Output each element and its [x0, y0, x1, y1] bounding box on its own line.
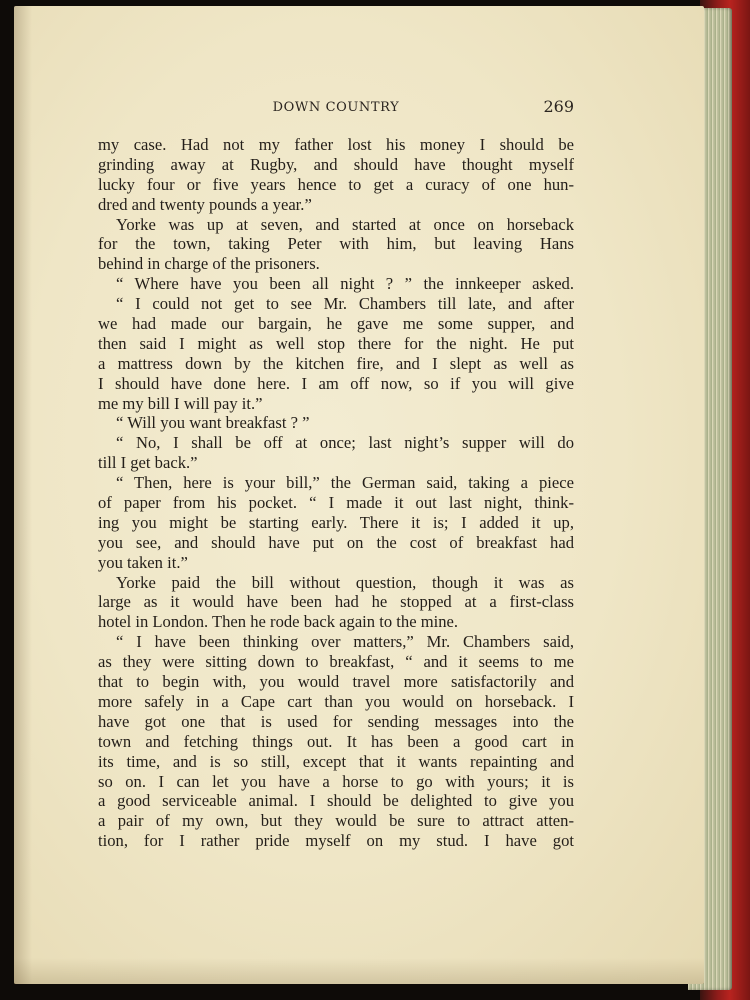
text-line: “ I have been thinking over matters,” Mr. Chambers said, [116, 632, 574, 652]
text-line: have got one that is used for sending messages into the [98, 711, 574, 731]
text-line: lucky four or five years hence to get a curacy of one hun- [98, 174, 574, 194]
text-line: of paper from his pocket. “ I made it out last night, think- [98, 493, 574, 513]
text-line: my case. Had not my father lost his money I should be [98, 135, 574, 154]
text-line: its time, and is so still, except that it wants repainting and [98, 751, 574, 771]
text-line: you see, and should have put on the cost of breakfast had [98, 532, 574, 552]
text-line: Yorke paid the bill without question, though it was as [116, 572, 574, 592]
text-line: “ Where have you been all night ? ” the innkeeper asked. [116, 274, 574, 294]
text-line: so on. I can let you have a horse to go with yours; it is [98, 771, 574, 791]
text-line: a pair of my own, but they would be sure to attract atten- [98, 811, 574, 831]
text-line: tion, for I rather pride myself on my stud. I have got [98, 831, 574, 851]
text-line: then said I might as well stop there for the night. He put [98, 333, 574, 353]
text-line: Yorke was up at seven, and started at once on horseback [116, 214, 574, 234]
text-line: “ Will you want breakfast ? ” [116, 413, 310, 433]
text-line: as they were sitting down to breakfast, “ and it seems to me [98, 652, 574, 672]
body-text [98, 135, 574, 851]
page-header [98, 97, 574, 119]
text-line: “ I could not get to see Mr. Chambers till late, and after [116, 294, 574, 314]
text-line: a mattress down by the kitchen fire, and I slept as well as [98, 353, 574, 373]
text-line: I should have done here. I am off now, so if you will give [98, 373, 574, 393]
text-line: till I get back.” [98, 453, 198, 473]
text-line: “ Then, here is your bill,” the German said, taking a piece [116, 473, 574, 493]
text-line: me my bill I will pay it.” [98, 393, 263, 413]
text-line: dred and twenty pounds a year.” [98, 194, 312, 214]
text-line: more safely in a Cape cart than you would on horseback. I [98, 691, 574, 711]
page-number: 269 [543, 97, 574, 116]
gutter-shadow [14, 6, 32, 984]
text-line: you taken it.” [98, 552, 188, 572]
text-line: for the town, taking Peter with him, but leaving Hans [98, 234, 574, 254]
text-line: that to begin with, you would travel more satisfactorily and [98, 672, 574, 692]
text-line: behind in charge of the prisoners. [98, 254, 320, 274]
text-line: town and fetching things out. It has been a good cart in [98, 731, 574, 751]
text-line: grinding away at Rugby, and should have thought myself [98, 154, 574, 174]
text-line: we had made our bargain, he gave me some supper, and [98, 314, 574, 334]
running-head: DOWN COUNTRY [272, 100, 400, 115]
text-line: hotel in London. Then he rode back again to the mine. [98, 612, 459, 632]
text-line: a good serviceable animal. I should be delighted to give you [98, 791, 574, 811]
text-line: large as it would have been had he stopped at a first-class [98, 592, 574, 612]
text-line: “ No, I shall be off at once; last night’s supper will do [116, 433, 574, 453]
text-line: ing you might be starting early. There it is; I added it up, [98, 512, 574, 532]
bottom-shadow [14, 958, 704, 984]
